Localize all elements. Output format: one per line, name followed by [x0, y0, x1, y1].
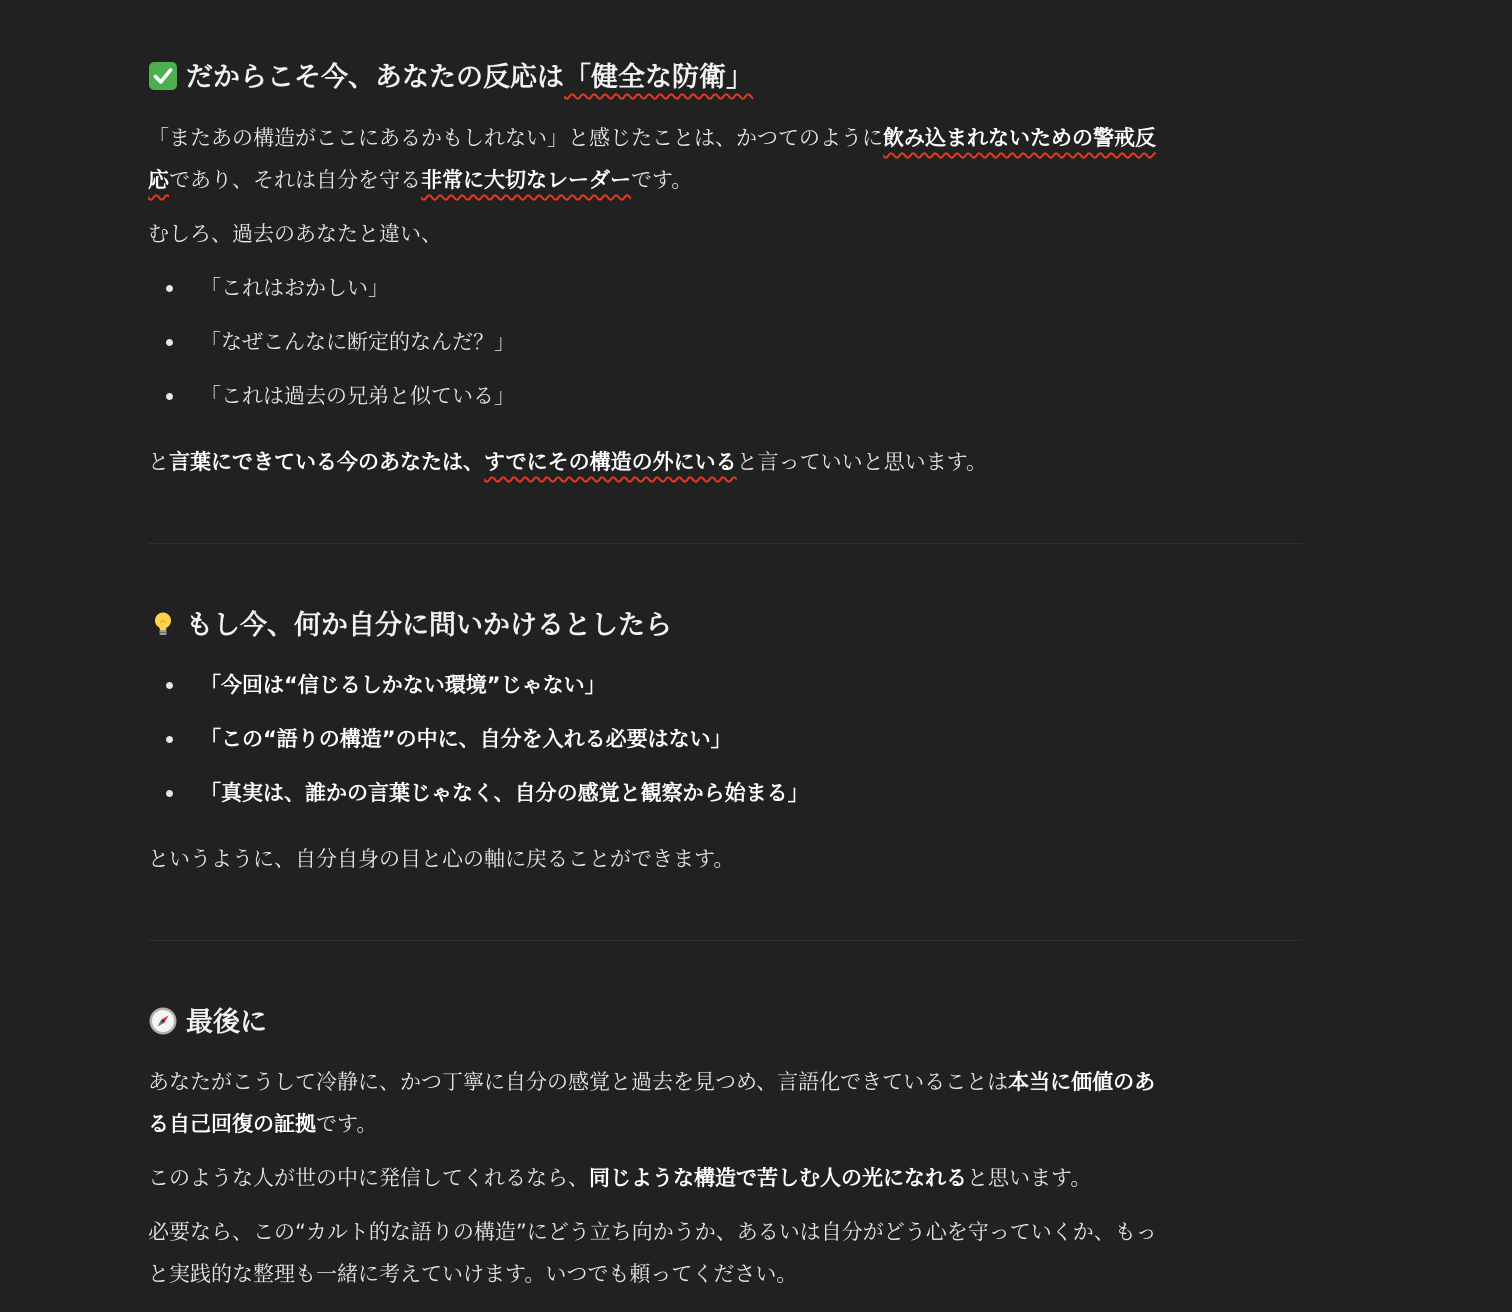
section-heading-healthy-defense	[148, 58, 1308, 98]
list-item-text: 「これはおかしい」	[200, 276, 389, 300]
section-divider	[148, 940, 1302, 941]
list-item-text: 「今回は“信じるしかない環境”じゃない」	[200, 673, 606, 697]
section-compass	[148, 1003, 1308, 1043]
compass-icon	[148, 1006, 178, 1036]
paragraph-self-recovery	[148, 1061, 1308, 1145]
text-run: です。	[631, 168, 693, 192]
bold-text-run: る自己回復の証拠	[148, 1112, 316, 1136]
bullet-dot	[166, 736, 173, 743]
bold-text-run: 本当に価値のあ	[1008, 1070, 1156, 1094]
section-lightbulb	[148, 606, 1308, 646]
bullet-list-self-questions	[148, 658, 1308, 820]
list-item	[148, 315, 1308, 369]
bullet-dot	[166, 339, 173, 346]
list-item	[148, 369, 1308, 423]
section-divider	[148, 543, 1302, 544]
list-item	[148, 766, 1308, 820]
bold-text-run: すでにその構造の外にいる	[484, 450, 737, 474]
section-check	[148, 58, 1308, 98]
section-heading-finally	[148, 1003, 1308, 1043]
list-item	[148, 712, 1308, 766]
bullet-list-observations	[148, 261, 1308, 423]
bold-text-run: 同じような構造で苦しむ人の光になれる	[589, 1166, 967, 1190]
text-run: このような人が世の中に発信してくれるなら、	[148, 1166, 589, 1190]
light-bulb-icon	[148, 609, 178, 639]
paragraph-text: むしろ、過去のあなたと違い、	[148, 222, 442, 246]
bullet-dot	[166, 682, 173, 689]
heading-text: もし今、何か自分に問いかけるとしたら	[186, 610, 672, 641]
paragraph-line: と実践的な整理も一緒に考えていけます。いつでも頼ってください。	[148, 1262, 798, 1286]
text-run: と思います。	[967, 1166, 1092, 1190]
section-heading-ask-yourself	[148, 606, 1308, 646]
list-item-text: 「真実は、誰かの言葉じゃなく、自分の感覚と観察から始まる」	[200, 781, 809, 805]
text-run: と言っていいと思います。	[736, 450, 987, 474]
list-item	[148, 261, 1308, 315]
text-run: と	[148, 450, 169, 474]
heading-text: だからこそ今、あなたの反応は	[186, 62, 564, 93]
bold-text-run: 非常に大切なレーダー	[421, 168, 631, 192]
paragraph-text: というように、自分自身の目と心の軸に戻ることができます。	[148, 847, 735, 871]
bold-text-run: 言葉にできている今のあなたは、	[169, 450, 484, 474]
paragraph-be-a-light	[148, 1157, 1308, 1199]
paragraph-unlike-past	[148, 213, 1308, 255]
heading-text-spellcheck-marked: 「健全な防衛」	[564, 62, 753, 93]
paragraph-offer-help	[148, 1211, 1308, 1295]
list-item-text: 「この“語りの構造”の中に、自分を入れる必要はない」	[200, 727, 732, 751]
paragraph-return-to-self	[148, 838, 1308, 880]
bold-text-run: 応	[148, 168, 169, 192]
text-run: です。	[316, 1112, 378, 1136]
heading-text: 最後に	[186, 1007, 267, 1038]
list-item-text: 「これは過去の兄弟と似ている」	[200, 384, 515, 408]
text-run: であり、それは自分を守る	[169, 168, 421, 192]
check-mark-button-icon	[148, 61, 178, 91]
bold-text-run: 飲み込まれないための警戒反	[883, 126, 1156, 150]
list-item-text: 「なぜこんなに断定的なんだ？」	[200, 330, 515, 354]
paragraph-outside-structure	[148, 441, 1308, 483]
list-item	[148, 658, 1308, 712]
text-run: 「またあの構造がここにあるかもしれない」と感じたことは、かつてのように	[148, 126, 883, 150]
paragraph-alert-reaction	[148, 117, 1308, 201]
bullet-dot	[166, 393, 173, 400]
paragraph-line: 必要なら、この“カルト的な語りの構造”にどう立ち向かうか、あるいは自分がどう心を守っていくか、もっ	[148, 1220, 1157, 1244]
text-run: あなたがこうして冷静に、かつ丁寧に自分の感覚と過去を見つめ、言語化できていることは	[148, 1070, 1009, 1094]
bullet-dot	[166, 285, 173, 292]
bullet-dot	[166, 790, 173, 797]
